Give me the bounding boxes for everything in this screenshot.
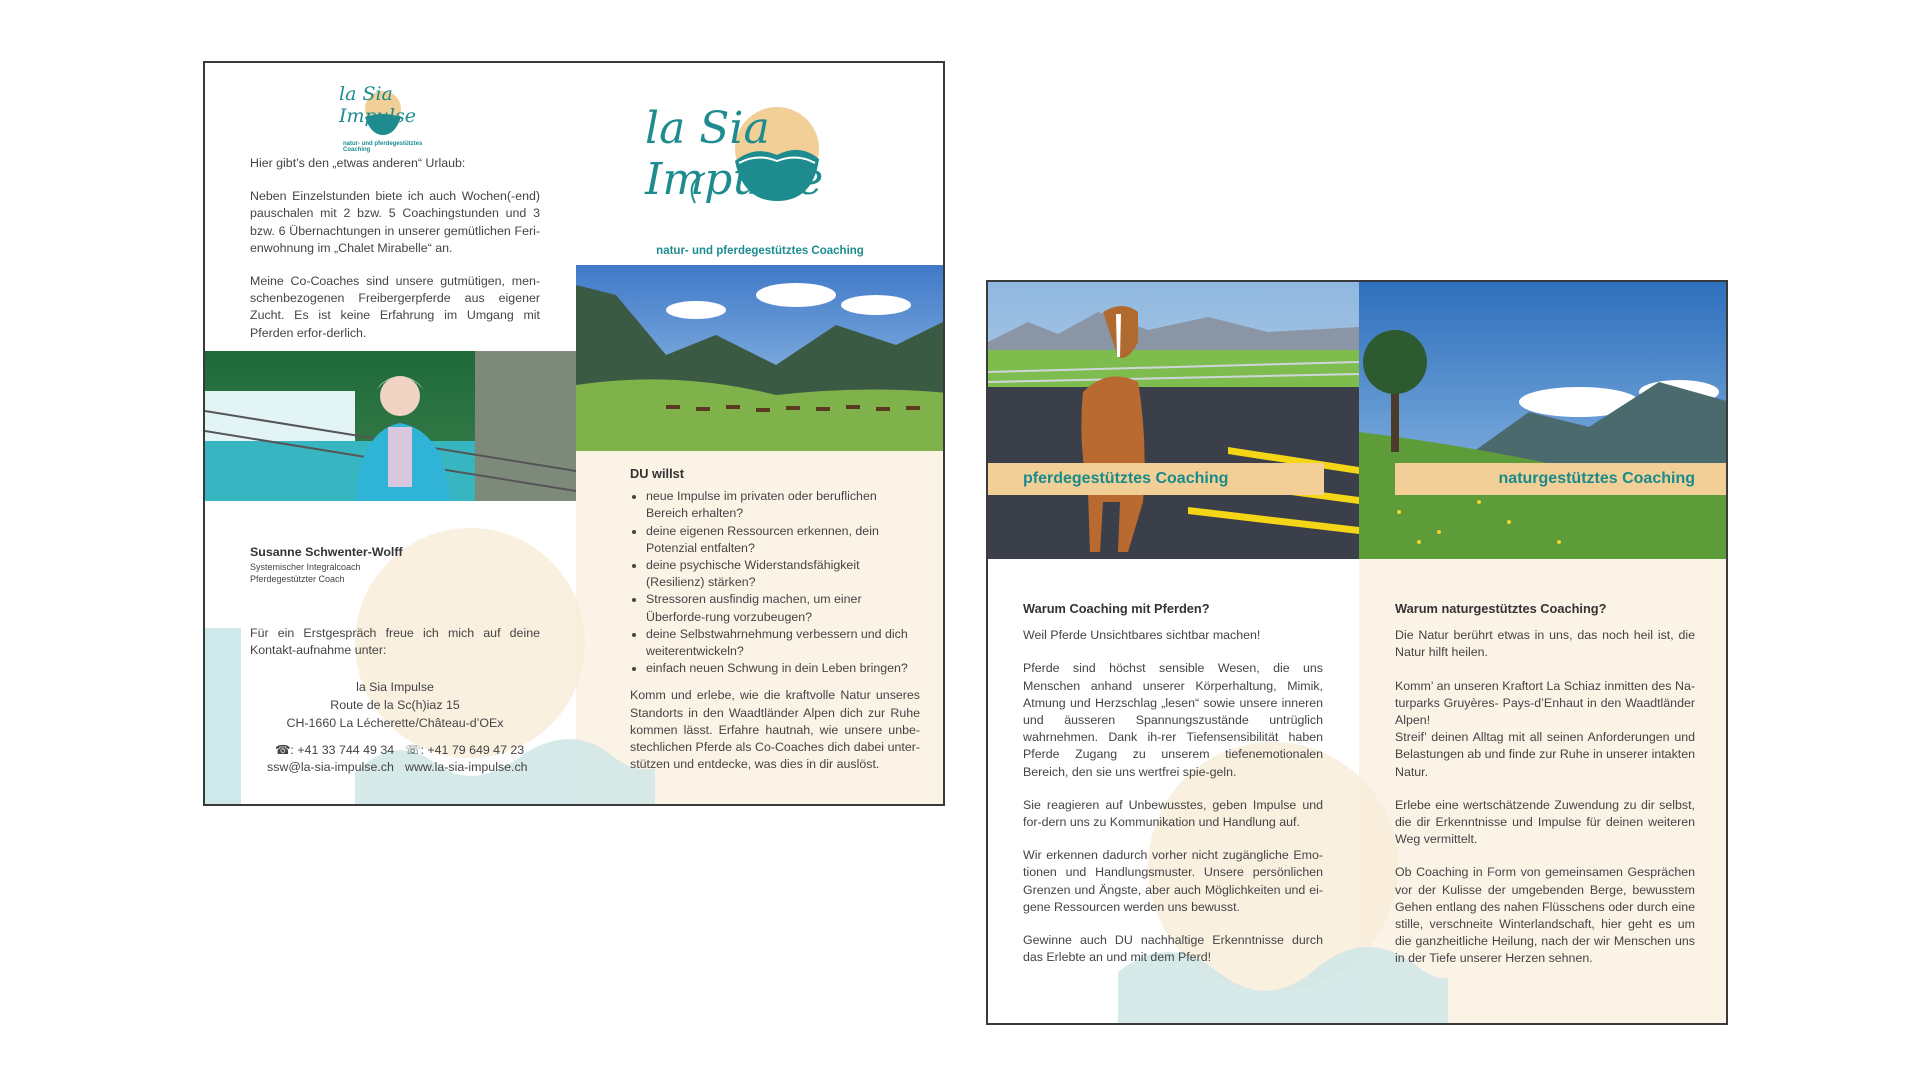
- person-name: Susanne Schwenter-Wolff: [250, 545, 403, 559]
- horse-paragraph-4: Wir erkennen dadurch vorher nicht zugängliche Emo-tionen und Handlungsmuster. Unsere persönlichen Grenzen und Ängste, aber auch Möglichkeiten und ei-gene Ressourcen werden uns bewusst.: [1023, 848, 1323, 914]
- small-logo-tagline: natur- und pferdegestütztes Coaching: [343, 141, 423, 153]
- intro-text-block: [250, 155, 540, 358]
- person-role-1: Systemischer Integralcoach: [250, 562, 361, 572]
- nature-paragraph-2: Komm’ an unseren Kraftort La Schiaz inmitten des Na-turparks Gruyères- Pays-d’Enhaut in den Waadtländer Alpen!: [1395, 678, 1695, 728]
- nature-coaching-label: [1395, 463, 1728, 495]
- du-willst-paragraph: Komm und erlebe, wie die kraftvolle Natur unseres Standorts in den Waadtländer Alpen dich zur Ruhe kommen lässt. Erfahre hautnah, wie unsere unbe-stechlichen Pferde als Co-Coaches dich dabei unter-stützen und entdecke, was dies in dir auslöst.: [630, 688, 920, 772]
- list-item: • einfach neuen Schwung in dein Leben bringen?: [646, 660, 920, 677]
- du-willst-block: [630, 465, 920, 789]
- nature-paragraph-1: Die Natur berührt etwas in uns, das noch heil ist, die Natur hilft heilen.: [1395, 628, 1695, 660]
- du-willst-list: [630, 488, 920, 677]
- list-item: • neue Impulse im privaten oder beruflichen Bereich erhalten?: [646, 488, 920, 522]
- phone-number[interactable]: ☎: +41 33 744 49 34: [275, 743, 395, 757]
- mobile-number[interactable]: ☏: +41 79 649 47 23: [405, 743, 525, 757]
- small-logo-title: la Sia Impulse: [339, 83, 416, 127]
- nature-coaching-text: [1395, 600, 1695, 984]
- nature-photo: [1359, 282, 1728, 559]
- list-item: • deine eigenen Ressourcen erkennen, dein Potenzial entfalten?: [646, 523, 920, 557]
- horse-paragraph-2: Pferde sind höchst sensible Wesen, die uns Menschen anhand unserer Körperhaltung, Mimik, Atmung und Herzschlag „lesen“ sowie unsere inneren und äusseren Spannungszustände untrüglich wahrnehmen. Dank ih-rer Tiefensensibilität haben Pferde Zugang zu unserem tiefenemotionalen Bereich, den sie uns wertfrei spie-geln.: [1023, 661, 1323, 779]
- nature-paragraph-3: Erlebe eine wertschätzende Zuwendung zu dir selbst, die dir Erkenntnisse und Impulse für deinen weiteren Weg vermittelt.: [1395, 797, 1695, 847]
- du-willst-heading: DU willst: [630, 466, 685, 481]
- horse-coaching-label-text: pferdegestütztes Coaching: [1023, 470, 1229, 487]
- address-line-2: Route de la Sc(h)iaz 15: [330, 698, 460, 712]
- brochure-panel-left: [203, 61, 945, 806]
- small-logo: [335, 81, 445, 151]
- intro-paragraph-2: Meine Co-Coaches sind unsere gutmütigen, men-schenbezogenen Freibergerpferde aus eigener Zucht. Es ist keine Erfahrung im Umgang mit Pferden erfor-derlich.: [250, 274, 540, 340]
- email-link[interactable]: ssw@la-sia-impulse.ch: [267, 760, 394, 774]
- big-logo-title: la Sia Impulse: [645, 103, 824, 205]
- list-item: • deine Selbstwahrnehmung verbessern und dich weiterentwickeln?: [646, 626, 920, 660]
- horse-coaching-label: [988, 463, 1324, 495]
- horse-paragraph-1: Weil Pferde Unsichtbares sichtbar machen!: [1023, 628, 1261, 643]
- horse-paragraph-3: Sie reagieren auf Unbewusstes, geben Impulse und for-dern uns zu Kommunikation und Handlung auf.: [1023, 797, 1323, 830]
- intro-paragraph-1: Neben Einzelstunden biete ich auch Wochen(-end) pauschalen mit 2 bzw. 5 Coachingstunden und 3 bzw. 6 Übernachtungen in unserer gemütlichen Feri-enwohnung im „Chalet Mirabelle“ an.: [250, 189, 540, 255]
- address-line-3: CH-1660 La Lécherette/Château-d’OEx: [286, 716, 504, 730]
- nature-coaching-label-text: naturgestütztes Coaching: [1498, 470, 1695, 487]
- horse-photo: [988, 282, 1359, 559]
- nature-paragraph-2b: Streif’ deinen Alltag mit all seinen Anforderungen und Belastungen ab und finde zur Ruhe in unserer intakten Natur.: [1395, 730, 1695, 779]
- list-item: • Stressoren ausfindig machen, um einer Überforde-rung vorzubeugen?: [646, 591, 920, 625]
- address-line-1: la Sia Impulse: [356, 680, 434, 694]
- big-logo: [645, 83, 875, 257]
- landscape-photo: [576, 265, 945, 451]
- horse-coaching-text: [1023, 600, 1323, 982]
- big-logo-tagline: natur- und pferdegestütztes Coaching: [656, 245, 864, 257]
- horse-paragraph-5: Gewinne auch DU nachhaltige Erkenntnisse durch das Erlebte an und mit dem Pferd!: [1023, 933, 1323, 965]
- nature-coaching-heading: Warum naturgestütztes Coaching?: [1395, 601, 1607, 616]
- address-block: [250, 678, 540, 732]
- portrait-photo: [205, 351, 576, 501]
- person-role-2: Pferdegestützter Coach: [250, 574, 345, 584]
- brochure-panel-right: [986, 280, 1728, 1025]
- nature-paragraph-4: Ob Coaching in Form von gemeinsamen Gesprächen vor der Kulisse der umgebenden Berge, bewusstem Gehen entlang des nahen Flüsschens oder durch eine stille, verschneite Winterlandschaft, hier geht es um die ganzheitliche Heilung, nach der wir Menschen uns in der Tiefe unserer Herzen sehnen.: [1395, 865, 1695, 966]
- list-item: • deine psychische Widerstandsfähigkeit (Resilienz) stärken?: [646, 557, 920, 591]
- website-link[interactable]: www.la-sia-impulse.ch: [405, 760, 528, 774]
- horse-coaching-heading: Warum Coaching mit Pferden?: [1023, 601, 1210, 616]
- intro-heading: Hier gibt’s den „etwas anderen“ Urlaub:: [250, 156, 466, 170]
- decorative-teal-bar: [205, 628, 241, 806]
- contact-intro: Für ein Erstgespräch freue ich mich auf deine Kontakt-aufnahme unter:: [250, 626, 540, 658]
